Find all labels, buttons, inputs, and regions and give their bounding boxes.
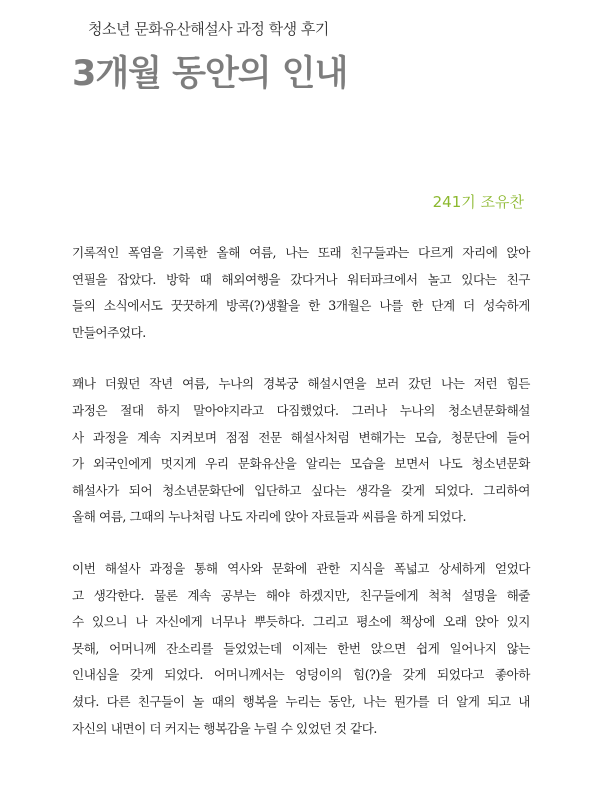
article-title: 3개월 동안의 인내 — [72, 54, 348, 94]
text-line: 기록적인 폭염을 기록한 올해 여름, 나는 또래 친구들과는 다르게 자리에 앉아 — [72, 245, 530, 260]
paragraph-2 — [72, 371, 530, 531]
paragraph-3 — [72, 556, 530, 742]
text-line: 들의 소식에서도 꿋꿋하게 방콕(?)생활을 한 3개월은 나를 한 단계 더 성숙하게 — [72, 298, 530, 314]
text-line: 못해, 어머니께 잔소리를 들었었는데 이제는 한번 앉으면 쉽게 일어나지 않는 — [72, 640, 530, 656]
text-line: 사 과정을 계속 지켜보며 점점 전문 해설사처럼 변해가는 모습, 청문단에 들어 — [72, 429, 530, 445]
text-line: 해설사가 되어 청소년문화단에 입단하고 싶다는 생각을 갖게 되었다. 그리하여 — [72, 482, 530, 498]
text-line: 만들어주었다. — [72, 324, 146, 340]
text-line: 자신의 내면이 더 커지는 행복감을 누릴 수 있었던 것 같다. — [72, 720, 377, 736]
text-line: 수 있으니 나 자신에게 너무나 뿌듯하다. 그리고 평소에 책상에 오래 앉아 있지 — [72, 614, 530, 630]
paragraph-1 — [72, 240, 530, 346]
text-line: 가 외국인에게 멋지게 우리 문화유산을 알리는 모습을 보면서 나도 청소년문화 — [72, 456, 530, 472]
text-line: 올해 여름, 그때의 누나처럼 나도 자리에 앉아 자료들과 씨름을 하게 되었다. — [72, 509, 467, 525]
author-byline: 241기 조유찬 — [432, 193, 524, 211]
text-line: 셨다. 다른 친구들이 놀 때의 행복을 누리는 동안, 나는 뭔가를 더 알게 되고 내 — [72, 693, 530, 709]
article-subtitle: 청소년 문화유산해설사 과정 학생 후기 — [88, 20, 329, 38]
text-line: 과정은 절대 하지 말아야지라고 다짐했었다. 그러나 누나의 청소년문화해설 — [72, 402, 530, 418]
text-line: 꽤나 더웠던 작년 여름, 누나의 경복궁 해설시연을 보러 갔던 나는 저런 힘든 — [72, 376, 530, 392]
text-line: 고 생각한다. 물론 계속 공부는 해야 하겠지만, 친구들에게 척척 설명을 해줄 — [72, 587, 530, 603]
article-body — [72, 240, 530, 767]
text-line: 이번 해설사 과정을 통해 역사와 문화에 관한 지식을 폭넓고 상세하게 얻었다 — [72, 560, 530, 576]
text-line: 인내심을 갖게 되었다. 어머니께서는 엉덩이의 힘(?)을 갖게 되었다고 좋아하 — [72, 667, 530, 683]
text-line: 연필을 잡았다. 방학 때 해외여행을 갔다거나 워터파크에서 놀고 있다는 친구 — [72, 271, 530, 287]
